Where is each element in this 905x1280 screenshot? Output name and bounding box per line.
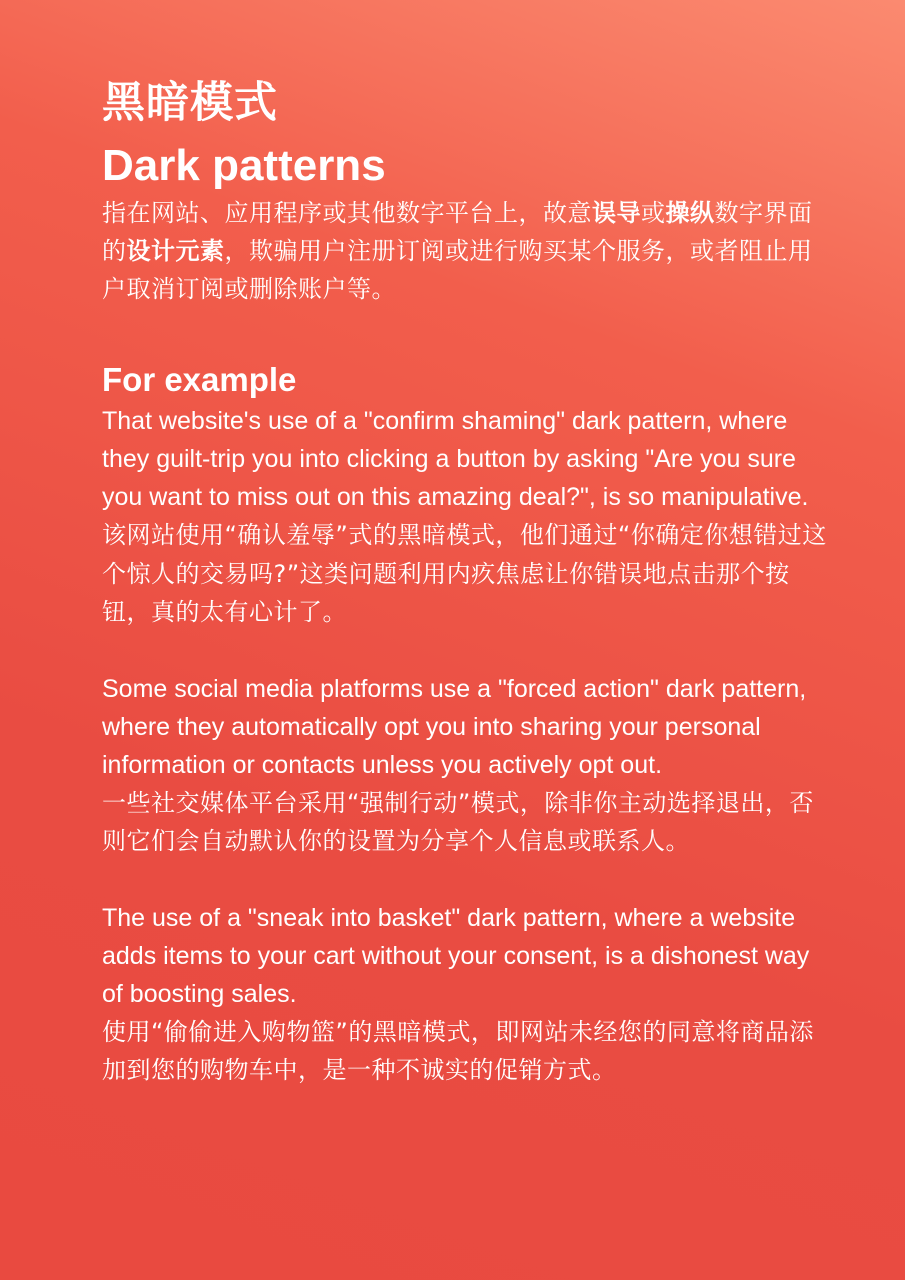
definition-part-3: 数字界面的 (102, 199, 813, 265)
definition-part-1: 指在网站、应用程序或其他数字平台上，故意 (102, 199, 592, 227)
definition-part-4: ，欺骗用户注册订阅或进行购买某个服务，或者阻止用户取消订阅或删除账户等。 (102, 237, 813, 303)
example-chinese: 该网站使用“确认羞辱”式的黑暗模式，他们通过“你确定你想错过这个惊人的交易吗?”这类问题利用内疚焦虑让你错误地点击那个按钮，真的太有心计了。 (102, 521, 827, 626)
example-english: The use of a "sneak into basket" dark pattern, where a website adds items to your cart without your consent, is a dishonest way of boosting sales. (102, 903, 810, 1008)
example-english: Some social media platforms use a "forced action" dark pattern, where they automatically opt you into sharing your personal information or contacts unless you actively opt out. (102, 674, 807, 779)
definition-part-2: 或 (641, 199, 666, 227)
example-chinese: 一些社交媒体平台采用“强制行动”模式，除非你主动选择退出，否则它们会自动默认你的设置为分享个人信息或联系人。 (102, 788, 814, 855)
example-block (102, 670, 832, 861)
definition-keyword-manipulate: 操纵 (665, 199, 715, 227)
example-block (102, 899, 832, 1090)
page-title-english: Dark patterns (102, 141, 386, 190)
vocabulary-card (102, 72, 832, 1090)
definition-keyword-design-elements: 设计元素 (126, 237, 225, 265)
example-block (102, 402, 832, 632)
definition-keyword-mislead: 误导 (592, 199, 641, 227)
example-chinese: 使用“偷偷进入购物篮”的黑暗模式，即网站未经您的同意将商品添加到您的购物车中，是一种不诚实的促销方式。 (102, 1017, 814, 1084)
section-title-examples: For example (102, 361, 297, 398)
page-title-chinese: 黑暗模式 (102, 78, 278, 128)
example-english: That website's use of a "confirm shaming" dark pattern, where they guilt-trip you into clicking a button by asking "Are you sure you want to miss out on this amazing deal?", is so manipulative. (102, 407, 809, 511)
definition-text (102, 194, 832, 308)
